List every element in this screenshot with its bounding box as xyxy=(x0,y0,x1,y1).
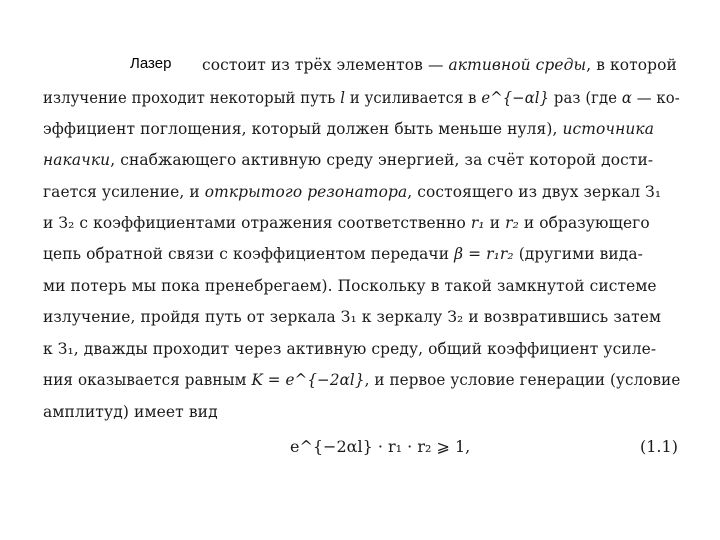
text-line xyxy=(43,214,680,232)
text-line xyxy=(43,89,680,107)
text-run: , состоящего из двух зеркал З₁ xyxy=(407,183,662,201)
text-run: ми потерь мы пока пренебрегаем). Поскольку в такой замкнутой системе xyxy=(43,277,657,295)
text-run: раз (где xyxy=(549,89,622,107)
title-word: Лазер xyxy=(130,55,172,72)
text-line xyxy=(43,245,680,263)
text-run: ния оказывается равным xyxy=(43,371,252,389)
italic-text: e^{−αl} xyxy=(481,89,550,107)
text-run: , и первое условие генерации (условие xyxy=(364,371,681,389)
text-line xyxy=(43,151,680,169)
text-line xyxy=(43,403,683,421)
italic-text: накачки xyxy=(43,151,111,169)
text-run: гается усиление, и xyxy=(43,183,205,201)
text-run: эффициент поглощения, который должен быть меньше нуля), xyxy=(43,120,563,138)
text-run: и образующего xyxy=(518,214,650,232)
text-line xyxy=(43,371,681,389)
text-run: состоит из трёх элементов — xyxy=(202,56,449,74)
text-line xyxy=(43,340,680,358)
text-line xyxy=(43,120,680,138)
italic-text: r₂ xyxy=(505,214,519,232)
text-run: , в которой xyxy=(586,56,677,74)
text-line xyxy=(43,183,680,201)
text-run: и xyxy=(484,214,506,232)
italic-text: β = r₁r₂ xyxy=(454,245,514,263)
italic-text: K = e^{−2αl} xyxy=(251,371,365,389)
text-run: излучение, пройдя путь от зеркала З₁ к зеркалу З₂ и возвратившись затем xyxy=(43,308,662,326)
text-run: цепь обратной связи с коэффициентом передачи xyxy=(43,245,455,263)
italic-text: α xyxy=(621,89,632,107)
italic-text: r₁ xyxy=(470,214,485,232)
text-line xyxy=(43,308,680,326)
text-run: к З₁, дважды проходит через активную среду, общий коэффициент усиле- xyxy=(43,340,657,358)
italic-text: открытого резонатора xyxy=(204,183,408,201)
text-line xyxy=(43,277,680,295)
text-run: , снабжающего активную среду энергией, за счёт которой дости- xyxy=(110,151,654,169)
italic-text: источника xyxy=(562,120,655,138)
formula: e^{−2αl} · r₁ · r₂ ⩾ 1, xyxy=(290,437,471,456)
equation-number: (1.1) xyxy=(640,437,678,456)
text-line xyxy=(202,56,680,74)
italic-text: l xyxy=(340,89,346,107)
text-run: — ко- xyxy=(631,89,680,107)
text-run: амплитуд) имеет вид xyxy=(43,403,218,421)
italic-text: активной среды xyxy=(448,56,587,74)
text-run: и усиливается в xyxy=(345,89,482,107)
text-run: и З₂ с коэффициентами отражения соответственно xyxy=(43,214,471,232)
text-run: (другими вида- xyxy=(513,245,643,263)
text-run: излучение проходит некоторый путь xyxy=(43,89,341,107)
